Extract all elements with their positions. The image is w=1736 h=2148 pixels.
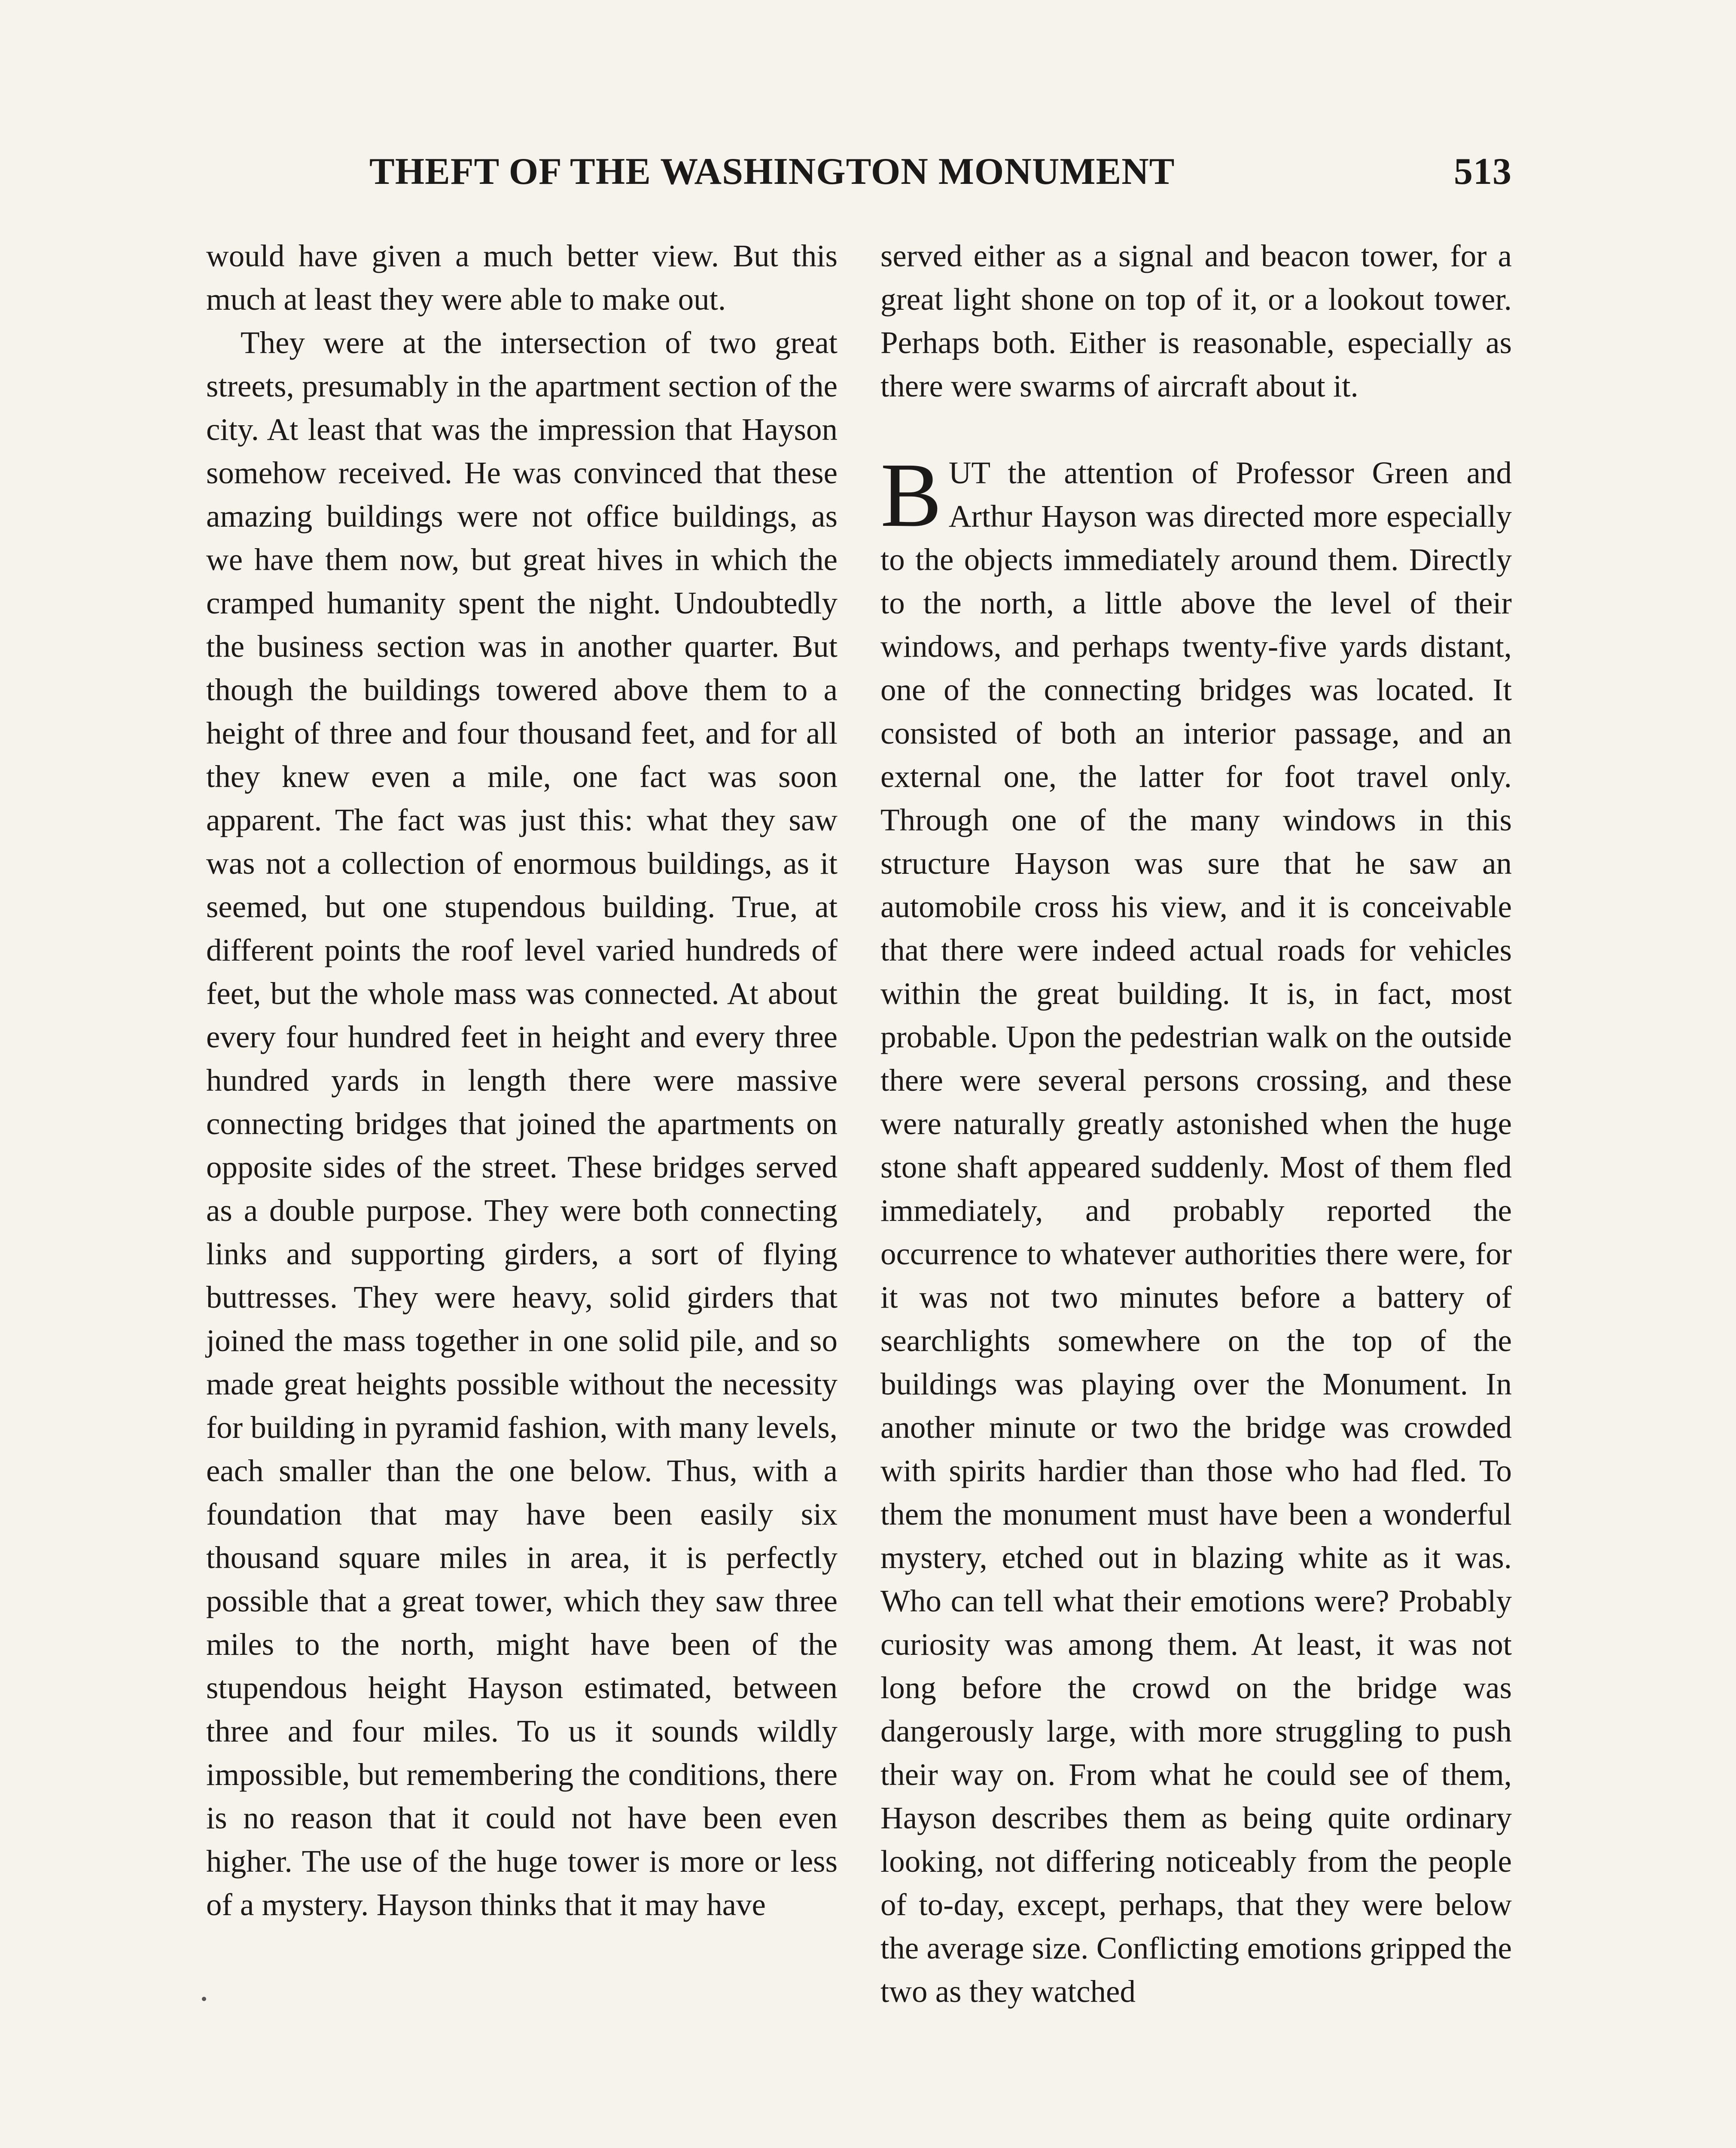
running-header [206,142,1512,202]
left-column [206,234,838,1926]
paragraph-with-drop-cap [880,444,1512,2013]
paragraph: would have given a much better view. But this much at least they were able to make out. [206,238,838,317]
right-column [880,234,1512,2013]
running-title: THEFT OF THE WASHINGTON MONUMENT [369,151,1175,192]
print-speck [202,1997,206,2001]
paragraph-text: UT the attention of Professor Green and Arthur Hayson was directed more especially to the objects immediately around them. Directly to the north, a little above the level of their windows, and perhaps twenty-five yards distant, one of the connecting bridges was located. It consisted of both an interior passage, and an external one, the latter for foot travel only. Through one of the many windows in this structure Hayson was sure that he saw an automobile cross his view, and it is conceivable that there were indeed actual roads for vehicles within the great building. It is, in fact, most probable. Upon the pedestrian walk on the outside there were several persons crossing, and these were naturally greatly astonished when the huge stone shaft appeared suddenly. Most of them fled immediately, and probably reported the occurrence to whatever authorities there were, for it was not two minutes before a battery of searchlights somewhere on the top of the buildings was playing over the Monument. In another minute or two the bridge was crowded with spirits hardier than those who had fled. To them the monument must have been a wonderful mystery, etched out in blazing white as it was. Who can tell what their emotions were? Probably curiosity was among them. At least, it was not long before the crowd on the bridge was dangerously large, with more struggling to push their way on. From what he could see of them, Hayson describes them as being quite ordinary looking, not differing noticeably from the people of to-day, except, perhaps, that they were below the average size. Conflicting emotions gripped the two as they watched [880,455,1512,2009]
paragraph: served either as a signal and beacon tower, for a great light shone on top of it, or a lookout tower. Perhaps both. Either is reasonable, especially as there were swarms of aircraft about it. [880,238,1512,403]
drop-cap: B [880,444,942,546]
paragraph: They were at the intersection of two great streets, presumably in the apartment section of the city. At least that was the impression that Hayson somehow received. He was convinced that these amazing buildings were not office buildings, as we have them now, but great hives in which the cramped humanity spent the night. Undoubtedly the business section was in another quarter. But though the buildings towered above them to a height of three and four thousand feet, and for all they knew even a mile, one fact was soon apparent. The fact was just this: what they saw was not a collection of enormous buildings, as it seemed, but one stupendous building. True, at different points the roof level varied hundreds of feet, but the whole mass was connected. At about every four hundred feet in height and every three hundred yards in length there were massive connecting bridges that joined the apartments on opposite sides of the street. These bridges served as a double purpose. They were both connecting links and supporting girders, a sort of flying buttresses. They were heavy, solid girders that joined the mass together in one solid pile, and so made great heights possible without the necessity for building in pyramid fashion, with many levels, each smaller than the one below. Thus, with a foundation that may have been easily six thousand square miles in area, it is perfectly possible that a great tower, which they saw three miles to the north, might have been of the stupendous height Hayson estimated, between three and four miles. To us it sounds wildly impossible, but remembering the conditions, there is no reason that it could not have been even higher. The use of the huge tower is more or less of a mystery. Hayson thinks that it may have [206,325,838,1922]
page-number: 513 [1454,151,1512,192]
